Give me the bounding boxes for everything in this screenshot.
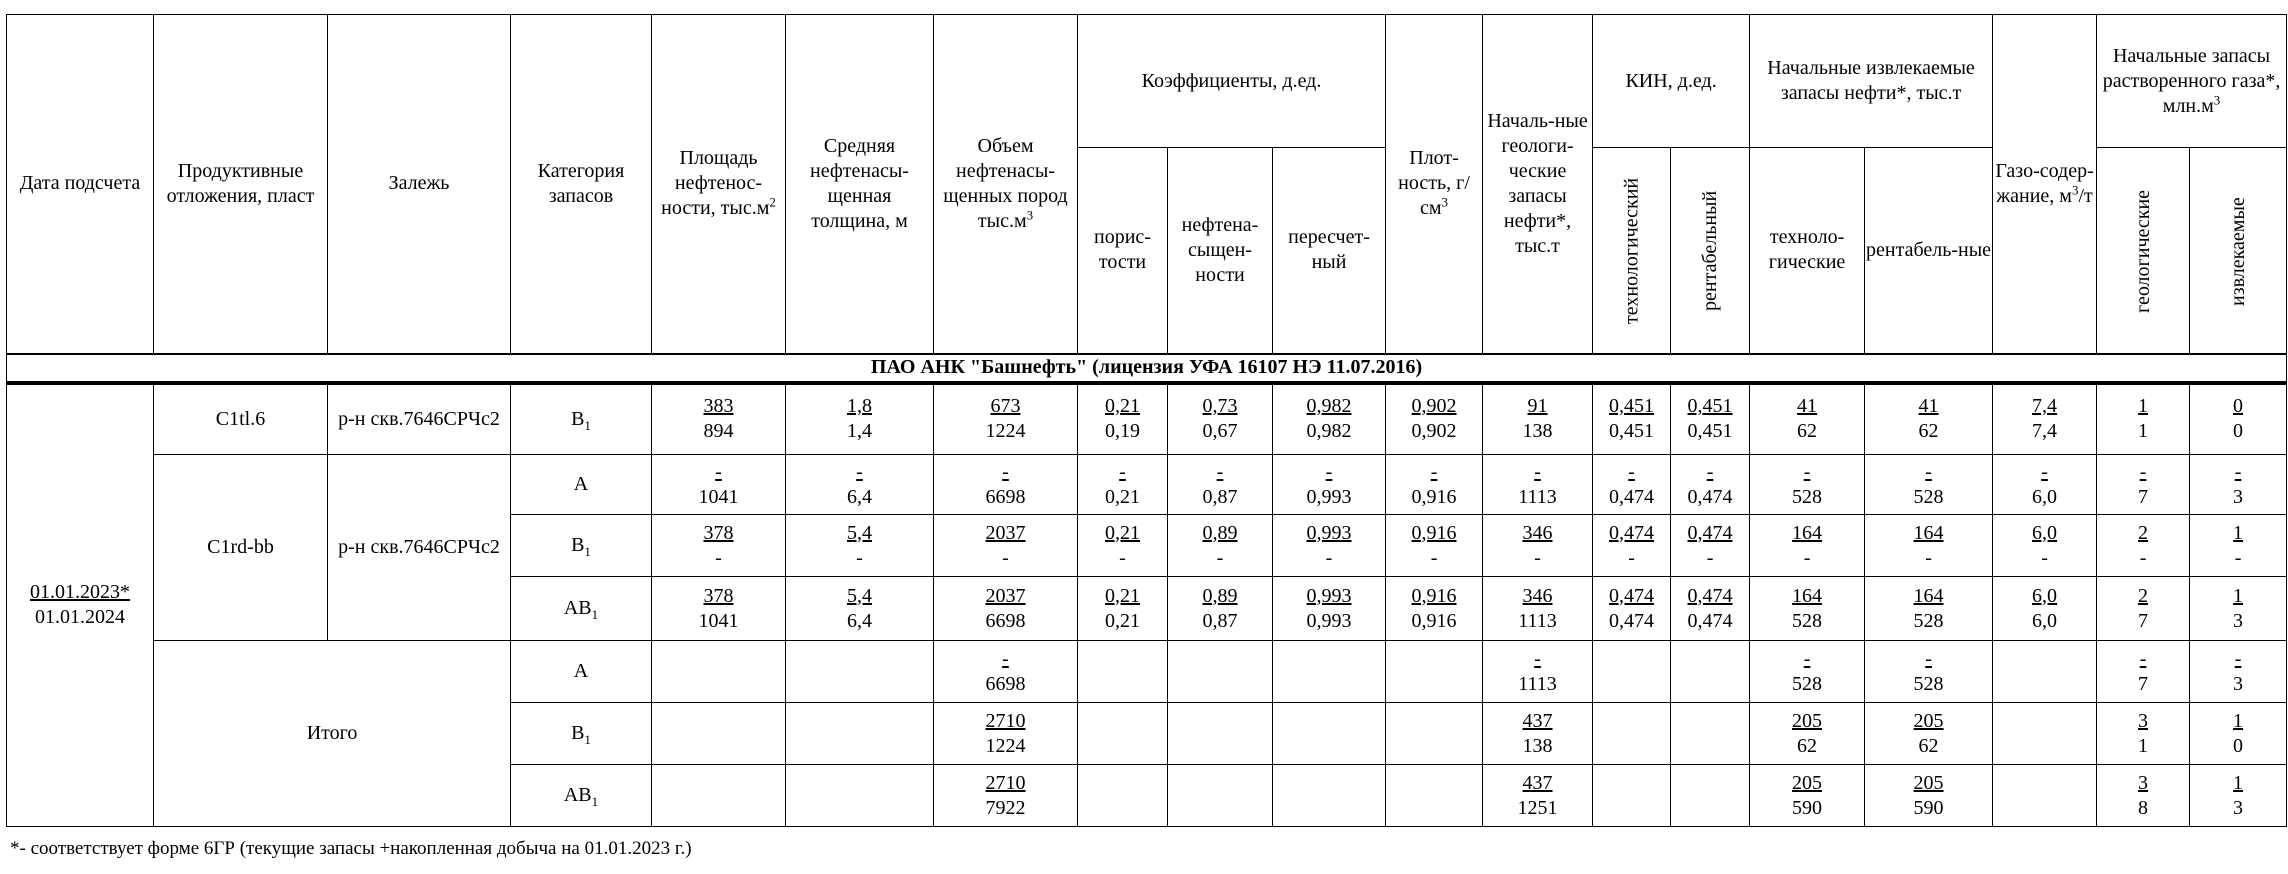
header-thickness: Средняя нефтенасы-щенная толщина, м — [786, 15, 934, 354]
total-value-cell: 3 1 — [2097, 703, 2190, 765]
header-volume: Объем нефтенасы-щенных пород $тыс.м^3$ — [934, 15, 1078, 354]
table-row — [7, 383, 2287, 455]
value-cell: 0,73 0,67 — [1168, 383, 1273, 455]
header-gas-ext: извлекаемые — [2190, 148, 2287, 354]
value-cell: 41 62 — [1750, 383, 1865, 455]
value-cell: 673 1224 — [934, 383, 1078, 455]
empty-cell — [1168, 765, 1273, 827]
header-recalc: пересчет-ный — [1273, 148, 1386, 354]
total-value-cell: - 1113 — [1483, 641, 1593, 703]
value-cell: - 0,87 — [1168, 455, 1273, 515]
header-porosity: порис-тости — [1078, 148, 1168, 354]
value-cell: 0,982 0,982 — [1273, 383, 1386, 455]
value-cell: 1 1 — [2097, 383, 2190, 455]
value-cell: 0,916 - — [1386, 515, 1483, 577]
total-value-cell: 1 3 — [2190, 765, 2287, 827]
header-category: Категория запасов — [511, 15, 652, 354]
value-cell: 1 3 — [2190, 577, 2287, 641]
value-cell: 0,21 - — [1078, 515, 1168, 577]
empty-cell — [1078, 765, 1168, 827]
value-cell: 0,89 - — [1168, 515, 1273, 577]
header-kin-tech: технологический — [1593, 148, 1671, 354]
empty-cell — [652, 703, 786, 765]
value-cell: 0,993 - — [1273, 515, 1386, 577]
value-cell: 7,4 7,4 — [1993, 383, 2097, 455]
value-cell: - 6698 — [934, 455, 1078, 515]
value-cell: 0,474 0,474 — [1593, 577, 1671, 641]
table-row — [7, 455, 2287, 515]
empty-cell — [1671, 765, 1750, 827]
value-cell: - 6,4 — [786, 455, 934, 515]
value-cell: 1,8 1,4 — [786, 383, 934, 455]
plast-cell: C1tl.6 — [154, 383, 328, 455]
value-cell: 1 - — [2190, 515, 2287, 577]
value-cell: 91 138 — [1483, 383, 1593, 455]
value-cell: - 0,474 — [1671, 455, 1750, 515]
empty-cell — [652, 765, 786, 827]
header-dissolved-gas: Начальные запасы растворенного газа*, $млн.м^3$ — [2097, 15, 2287, 148]
header-geo-reserves: Началь-ные геологи-ческие запасы нефти*, тыс.т — [1483, 15, 1593, 354]
header-ext-tech: техноло-гические — [1750, 148, 1865, 354]
empty-cell — [786, 765, 934, 827]
category-cell: А — [511, 641, 652, 703]
header-kin: КИН, д.ед. — [1593, 15, 1750, 148]
empty-cell — [1993, 765, 2097, 827]
value-cell: 0,474 0,474 — [1671, 577, 1750, 641]
value-cell: - 0,474 — [1593, 455, 1671, 515]
empty-cell — [1168, 641, 1273, 703]
value-cell: - 1113 — [1483, 455, 1593, 515]
total-value-cell: 205 62 — [1865, 703, 1993, 765]
value-cell: 2037 6698 — [934, 577, 1078, 641]
total-value-cell: 2710 1224 — [934, 703, 1078, 765]
empty-cell — [1168, 703, 1273, 765]
empty-cell — [786, 641, 934, 703]
empty-cell — [786, 703, 934, 765]
empty-cell — [1273, 641, 1386, 703]
value-cell: 383 894 — [652, 383, 786, 455]
header-density: Плот-ность, $г/см^3$ — [1386, 15, 1483, 354]
header-ext-rent: рентабель-ные — [1865, 148, 1993, 354]
value-cell: 0,21 0,19 — [1078, 383, 1168, 455]
value-cell: - 528 — [1750, 455, 1865, 515]
total-value-cell: - 3 — [2190, 641, 2287, 703]
reserves-table — [6, 14, 2287, 827]
value-cell: 6,0 - — [1993, 515, 2097, 577]
value-cell: 5,4 6,4 — [786, 577, 934, 641]
header-coefficients: Коэффициенты, д.ед. — [1078, 15, 1386, 148]
header-kin-rent: рентабельный — [1671, 148, 1750, 354]
empty-cell — [1593, 703, 1671, 765]
value-cell: 0,916 0,916 — [1386, 577, 1483, 641]
value-cell: 2 7 — [2097, 577, 2190, 641]
total-value-cell: - 6698 — [934, 641, 1078, 703]
value-cell: 6,0 6,0 — [1993, 577, 2097, 641]
value-cell: 378 1041 — [652, 577, 786, 641]
total-value-cell: 2710 7922 — [934, 765, 1078, 827]
value-cell: 0,993 0,993 — [1273, 577, 1386, 641]
reserves-table-wrap — [6, 14, 2287, 827]
empty-cell — [1593, 641, 1671, 703]
value-cell: 2 - — [2097, 515, 2190, 577]
itogo-cell: Итого — [154, 641, 511, 827]
empty-cell — [1273, 765, 1386, 827]
empty-cell — [1386, 765, 1483, 827]
header-area: Площадь нефтенос-ности, $тыс.м^2$ — [652, 15, 786, 354]
value-cell: 0 0 — [2190, 383, 2287, 455]
total-value-cell: 3 8 — [2097, 765, 2190, 827]
value-cell: 0,451 0,451 — [1671, 383, 1750, 455]
value-cell: - 6,0 — [1993, 455, 2097, 515]
total-value-cell: 205 590 — [1865, 765, 1993, 827]
empty-cell — [1993, 703, 2097, 765]
value-cell: - 0,21 — [1078, 455, 1168, 515]
date-cell: 01.01.2023* 01.01.2024 — [7, 383, 154, 827]
zalezh-cell: р-н скв.7646СРЧс2 — [328, 383, 511, 455]
header-extractable: Начальные извлекаемые запасы нефти*, тыс.т — [1750, 15, 1993, 148]
value-cell: - 7 — [2097, 455, 2190, 515]
value-cell: 164 - — [1750, 515, 1865, 577]
value-cell: 346 1113 — [1483, 577, 1593, 641]
empty-cell — [1671, 703, 1750, 765]
value-cell: 346 - — [1483, 515, 1593, 577]
empty-cell — [1078, 641, 1168, 703]
total-value-cell: - 7 — [2097, 641, 2190, 703]
value-cell: 378 - — [652, 515, 786, 577]
value-cell: 0,89 0,87 — [1168, 577, 1273, 641]
header-gas-geo: геологические — [2097, 148, 2190, 354]
value-cell: 41 62 — [1865, 383, 1993, 455]
value-cell: - 0,993 — [1273, 455, 1386, 515]
value-cell: - 0,916 — [1386, 455, 1483, 515]
category-cell: А — [511, 455, 652, 515]
zalezh-cell: р-н скв.7646СРЧс2 — [328, 455, 511, 641]
value-cell: - 528 — [1865, 455, 1993, 515]
value-cell: - 3 — [2190, 455, 2287, 515]
header-gas-content: Газо-содер-жание, $м^3/т$ — [1993, 15, 2097, 354]
value-cell: 164 528 — [1865, 577, 1993, 641]
category-cell: $В_1$ — [511, 515, 652, 577]
plast-cell: C1rd-bb — [154, 455, 328, 641]
empty-cell — [1593, 765, 1671, 827]
header-saturation: нефтена-сыщен-ности — [1168, 148, 1273, 354]
value-cell: 5,4 - — [786, 515, 934, 577]
footnote: *- соответствует форме 6ГР (текущие запасы +накопленная добыча на 01.01.2023 г.) — [10, 838, 692, 859]
total-value-cell: 1 0 — [2190, 703, 2287, 765]
total-value-cell: 205 590 — [1750, 765, 1865, 827]
category-cell: $В_1$ — [511, 383, 652, 455]
category-cell: $АВ_1$ — [511, 765, 652, 827]
category-cell: $В_1$ — [511, 703, 652, 765]
value-cell: 164 528 — [1750, 577, 1865, 641]
category-cell: $АВ_1$ — [511, 577, 652, 641]
value-cell: - 1041 — [652, 455, 786, 515]
value-cell: 0,474 - — [1593, 515, 1671, 577]
total-value-cell: 437 138 — [1483, 703, 1593, 765]
table-row — [7, 641, 2287, 703]
empty-cell — [1386, 641, 1483, 703]
empty-cell — [1078, 703, 1168, 765]
empty-cell — [1273, 703, 1386, 765]
value-cell: 0,21 0,21 — [1078, 577, 1168, 641]
value-cell: 0,474 - — [1671, 515, 1750, 577]
empty-cell — [652, 641, 786, 703]
total-value-cell: 437 1251 — [1483, 765, 1593, 827]
value-cell: 0,451 0,451 — [1593, 383, 1671, 455]
total-value-cell: - 528 — [1865, 641, 1993, 703]
value-cell: 0,902 0,902 — [1386, 383, 1483, 455]
value-cell: 2037 - — [934, 515, 1078, 577]
empty-cell — [1993, 641, 2097, 703]
empty-cell — [1671, 641, 1750, 703]
total-value-cell: - 528 — [1750, 641, 1865, 703]
license-title: ПАО АНК "Башнефть" (лицензия УФА 16107 НЭ 11.07.2016) — [7, 354, 2287, 383]
total-value-cell: 205 62 — [1750, 703, 1865, 765]
header-deposits: Продуктивные отложения, пласт — [154, 15, 328, 354]
header-zalezh: Залежь — [328, 15, 511, 354]
empty-cell — [1386, 703, 1483, 765]
value-cell: 164 - — [1865, 515, 1993, 577]
header-date: Дата подсчета — [7, 15, 154, 354]
